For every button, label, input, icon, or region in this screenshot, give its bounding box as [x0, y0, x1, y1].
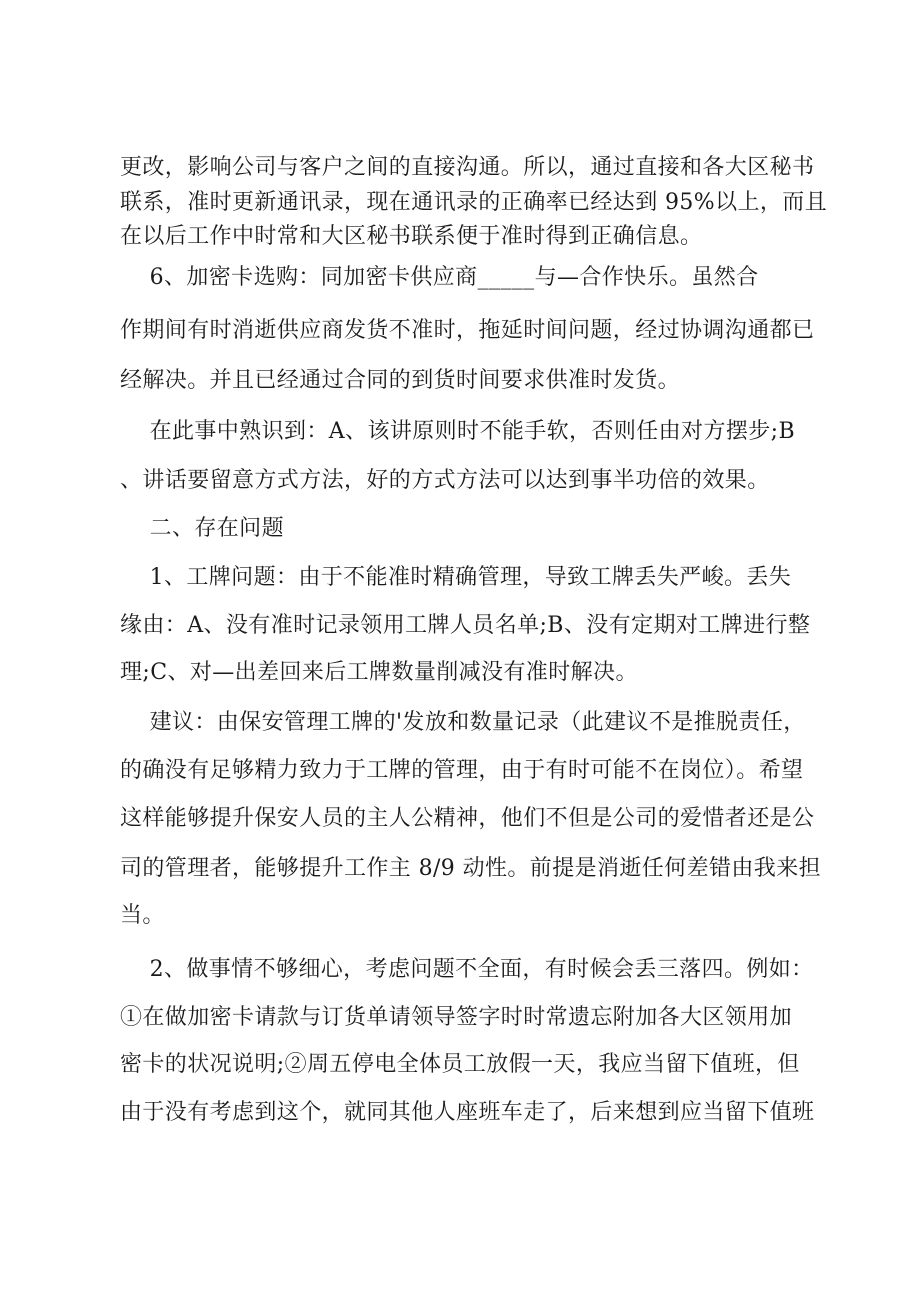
text-line: 在此事中熟识到：A、该讲原则时不能手软，否则任由对方摆步;B: [120, 419, 796, 444]
text-line: 建议：由保安管理工牌的'发放和数量记录（此建议不是推脱责任，: [120, 710, 806, 735]
text-line: 这样能够提升保安人员的主人公精神，他们不但是公司的爱惜者还是公: [120, 806, 815, 831]
text-line: 由于没有考虑到这个，就同其他人座班车走了，后来想到应当留下值班: [120, 1100, 815, 1125]
text-line: ①在做加密卡请款与订货单请领导签字时时常遗忘附加各大区领用加: [120, 1005, 793, 1030]
text-line: 缘由：A、没有准时记录领用工牌人员名单;B、没有定期对工牌进行整: [120, 613, 811, 638]
text-line: 司的管理者，能够提升工作主 8/9 动性。前提是消逝任何差错由我来担: [120, 856, 821, 881]
text-line: 在以后工作中时常和大区秘书联系便于准时得到正确信息。: [120, 224, 703, 249]
text-line: 2、做事情不够细心，考虑问题不全面，有时候会丢三落四。例如：: [120, 957, 814, 982]
text-line: 当。: [120, 903, 165, 928]
text-line: 联系，准时更新通讯录，现在通讯录的正确率已经达到 95%以上，而且: [120, 190, 828, 215]
text-line: 6、加密卡选购：同加密卡供应商_____与—合作快乐。虽然合: [120, 265, 759, 290]
text-line: 、讲话要留意方式方法，好的方式方法可以达到事半功倍的效果。: [120, 468, 770, 493]
text-line: 经解决。并且已经通过合同的到货时间要求供准时发货。: [120, 368, 681, 393]
text-line: 的确没有足够精力致力于工牌的管理，由于有时可能不在岗位）。希望: [120, 758, 804, 783]
section-heading: 二、存在问题: [120, 516, 284, 541]
text-line: 1、工牌问题：由于不能准时精确管理，导致工牌丢失严峻。丢失: [120, 565, 792, 590]
text-line: 作期间有时消逝供应商发货不准时，拖延时间问题，经过协调沟通都已: [120, 318, 815, 343]
text-line: 密卡的状况说明;②周五停电全体员工放假一天，我应当留下值班，但: [120, 1052, 800, 1077]
text-line: 理;C、对—出差回来后工牌数量削减没有准时解决。: [120, 660, 638, 685]
text-line: 更改，影响公司与客户之间的直接沟通。所以，通过直接和各大区秘书: [120, 155, 815, 180]
